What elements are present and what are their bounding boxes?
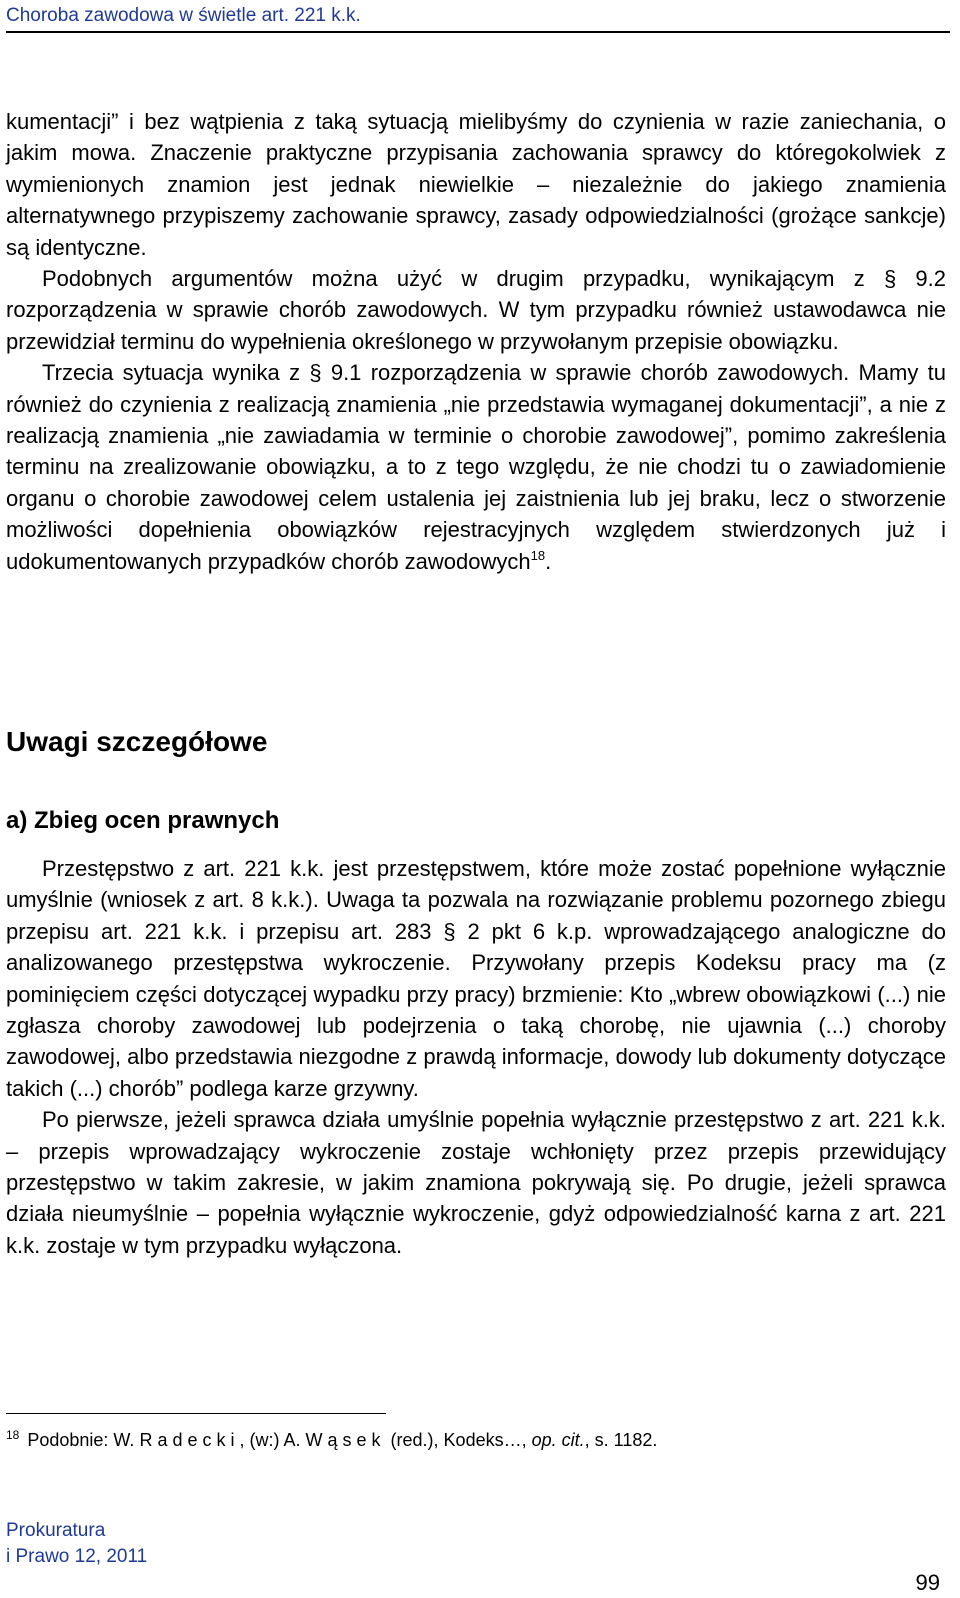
journal-title: Prokuratura — [6, 1520, 106, 1541]
footnote-lead: Podobnie: W. — [27, 1430, 135, 1450]
journal-issue: i Prawo 12, 2011 — [6, 1546, 148, 1567]
footnote-opcit: op. cit. — [531, 1430, 585, 1450]
page-number: 99 — [915, 1570, 940, 1595]
paragraph: kumentacji” i bez wątpienia z taką sytuacją mielibyśmy do czynienia w razie zaniechania, o jakim mowa. Znaczenie praktyczne przypisania zachowania sprawcy do któregokolwiek z wymienionych znamion jest jednak niewielkie – niezależnie do jakiego znamienia alternatywnego przypiszemy zachowanie sprawcy, zasady odpowiedzialności (grożące sankcje) są identyczne. — [6, 109, 946, 260]
footnote — [6, 1428, 946, 1452]
footnote-text: , (w:) A. — [239, 1430, 301, 1450]
footnote-divider — [6, 1413, 386, 1414]
footnote-author: Wąsek — [305, 1430, 386, 1450]
paragraph: Podobnych argumentów można użyć w drugim przypadku, wynikającym z § 9.2 rozporządzenia w sprawie chorób zawodowych. W tym przypadku również ustawodawca nie przewidział terminu do wypełnienia określonego w przywołanym przepisie obowiązku. — [6, 266, 946, 354]
footnote-number: 18 — [6, 1428, 20, 1442]
paragraph-end: . — [545, 548, 552, 574]
footnote-page: , s. 1182. — [584, 1430, 658, 1450]
footnote-author: Radecki — [139, 1430, 240, 1450]
paragraph: Po pierwsze, jeżeli sprawca działa umyślnie popełnia wyłącznie przestępstwo z art. 221 k.k. – przepis wprowadzający wykroczenie zostaje wchłonięty przez przepis przewidujący przestępstwo w takim zakresie, w jakim znamiona pokrywają się. Po drugie, jeżeli sprawca działa nieumyślnie – popełnia wyłącznie wykroczenie, gdyż odpowiedzialność karna z art. 221 k.k. zostaje w tym przypadku wyłączona. — [6, 1107, 946, 1258]
section-text — [6, 853, 946, 1261]
paragraph — [6, 357, 946, 577]
footnote-reference[interactable]: 18 — [530, 547, 546, 563]
footnote-text: (red.), Kodeks…, — [390, 1430, 527, 1450]
intro-text — [6, 106, 946, 577]
journal-name — [6, 1518, 147, 1570]
section-heading: Uwagi szczegółowe — [6, 726, 268, 757]
subsection-heading: a) Zbieg ocen prawnych — [6, 807, 280, 834]
paragraph: Przestępstwo z art. 221 k.k. jest przestępstwem, które może zostać popełnione wyłącznie umyślnie (wniosek z art. 8 k.k.). Uwaga ta pozwala na rozwiązanie problemu pozornego zbiegu przepisu art. 221 k.k. i przepisu art. 283 § 2 pkt 6 k.p. wprowadzającego analogiczne do analizowanego przestępstwa wykroczenie. Przywołany przepis Kodeksu pracy ma (z pominięciem części dotyczącej wypadku przy pracy) brzmienie: Kto „wbrew obowiązkowi (...) nie zgłasza choroby zawodowej lub podejrzenia o taką chorobę, nie ujawnia (...) choroby zawodowej, albo przedstawia niezgodne z prawdą informacje, dowody lub dokumenty dotyczące takich (...) chorób” podlega karze grzywny. — [6, 856, 946, 1101]
paragraph-text: Trzecia sytuacja wynika z § 9.1 rozporządzenia w sprawie chorób zawodowych. Mamy tu również do czynienia z realizacją znamienia „nie przedstawia wymaganej dokumentacji”, a nie z realizacją znamienia „nie zawiadamia w terminie o chorobie zawodowej”, pomimo zakreślenia terminu na zrealizowanie obowiązku, a to z tego względu, że nie chodzi tu o zawiadomienie organu o chorobie zawodowej celem ustalenia jej zaistnienia lub jej braku, lecz o stworzenie możliwości dopełnienia obowiązków rejestracyjnych względem stwierdzonych już i udokumentowanych przypadków chorób zawodowych — [6, 360, 946, 574]
running-header: Choroba zawodowa w świetle art. 221 k.k. — [6, 4, 950, 33]
